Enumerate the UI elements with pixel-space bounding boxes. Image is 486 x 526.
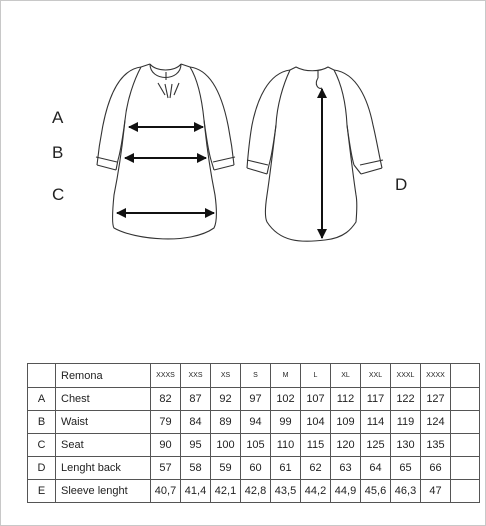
table-cell: 41,4	[181, 480, 211, 503]
row-key: D	[28, 457, 56, 480]
table-cell: 114	[361, 411, 391, 434]
table-cell: 112	[331, 388, 361, 411]
table-cell: 66	[421, 457, 451, 480]
table-cell	[451, 388, 480, 411]
measure-arrows	[117, 127, 214, 213]
table-cell: 89	[211, 411, 241, 434]
table-cell: 105	[241, 434, 271, 457]
table-cell: 47	[421, 480, 451, 503]
row-label: Chest	[56, 388, 151, 411]
table-cell: 64	[361, 457, 391, 480]
table-cell	[451, 480, 480, 503]
table-cell: 42,1	[211, 480, 241, 503]
table-cell: 97	[241, 388, 271, 411]
size-header: XXXL	[391, 364, 421, 388]
table-cell: 102	[271, 388, 301, 411]
table-cell: 124	[421, 411, 451, 434]
table-cell: 61	[271, 457, 301, 480]
table-header-row	[28, 364, 480, 388]
back-view-sketch	[247, 67, 383, 241]
table-cell: 59	[211, 457, 241, 480]
row-key: A	[28, 388, 56, 411]
table-cell: 130	[391, 434, 421, 457]
marker-a: A	[52, 108, 64, 127]
table-cell: 127	[421, 388, 451, 411]
table-cell: 109	[331, 411, 361, 434]
table-cell: 99	[271, 411, 301, 434]
size-header: M	[271, 364, 301, 388]
row-key: B	[28, 411, 56, 434]
table-cell: 90	[151, 434, 181, 457]
marker-b: B	[52, 143, 64, 162]
table-cell: 125	[361, 434, 391, 457]
size-header: S	[241, 364, 271, 388]
table-header-label: Remona	[56, 364, 151, 388]
size-header: XL	[331, 364, 361, 388]
table-cell: 92	[211, 388, 241, 411]
table-cell: 107	[301, 388, 331, 411]
table-cell: 43,5	[271, 480, 301, 503]
table-cell: 120	[331, 434, 361, 457]
size-header: XXL	[361, 364, 391, 388]
size-header: XXXS	[151, 364, 181, 388]
row-label: Waist	[56, 411, 151, 434]
table-cell: 82	[151, 388, 181, 411]
table-cell: 65	[391, 457, 421, 480]
table-cell: 62	[301, 457, 331, 480]
size-header: XS	[211, 364, 241, 388]
marker-c: C	[52, 185, 65, 204]
size-header: XXS	[181, 364, 211, 388]
table-row	[28, 411, 480, 434]
table-cell: 63	[331, 457, 361, 480]
row-key: E	[28, 480, 56, 503]
table-cell: 40,7	[151, 480, 181, 503]
table-cell: 44,2	[301, 480, 331, 503]
table-cell: 87	[181, 388, 211, 411]
table-cell: 104	[301, 411, 331, 434]
row-label: Lenght back	[56, 457, 151, 480]
table-row	[28, 457, 480, 480]
size-table	[27, 363, 480, 503]
table-cell: 115	[301, 434, 331, 457]
row-label: Sleeve lenght	[56, 480, 151, 503]
table-cell: 79	[151, 411, 181, 434]
table-cell: 110	[271, 434, 301, 457]
table-cell: 46,3	[391, 480, 421, 503]
table-cell	[451, 411, 480, 434]
table-cell: 58	[181, 457, 211, 480]
table-cell	[451, 457, 480, 480]
table-cell: 117	[361, 388, 391, 411]
table-cell	[451, 364, 480, 388]
table-cell: 94	[241, 411, 271, 434]
table-cell	[451, 434, 480, 457]
marker-d: D	[395, 175, 408, 194]
table-cell: 45,6	[361, 480, 391, 503]
table-row	[28, 480, 480, 503]
table-cell: 135	[421, 434, 451, 457]
row-label: Seat	[56, 434, 151, 457]
table-cell	[28, 364, 56, 388]
table-cell: 100	[211, 434, 241, 457]
row-key: C	[28, 434, 56, 457]
table-row	[28, 434, 480, 457]
table-cell: 60	[241, 457, 271, 480]
table-cell: 42,8	[241, 480, 271, 503]
table-cell: 44,9	[331, 480, 361, 503]
table-cell: 84	[181, 411, 211, 434]
size-header: XXXX	[421, 364, 451, 388]
table-cell: 119	[391, 411, 421, 434]
size-header: L	[301, 364, 331, 388]
table-cell: 95	[181, 434, 211, 457]
table-row	[28, 388, 480, 411]
table-cell: 122	[391, 388, 421, 411]
table-cell: 57	[151, 457, 181, 480]
